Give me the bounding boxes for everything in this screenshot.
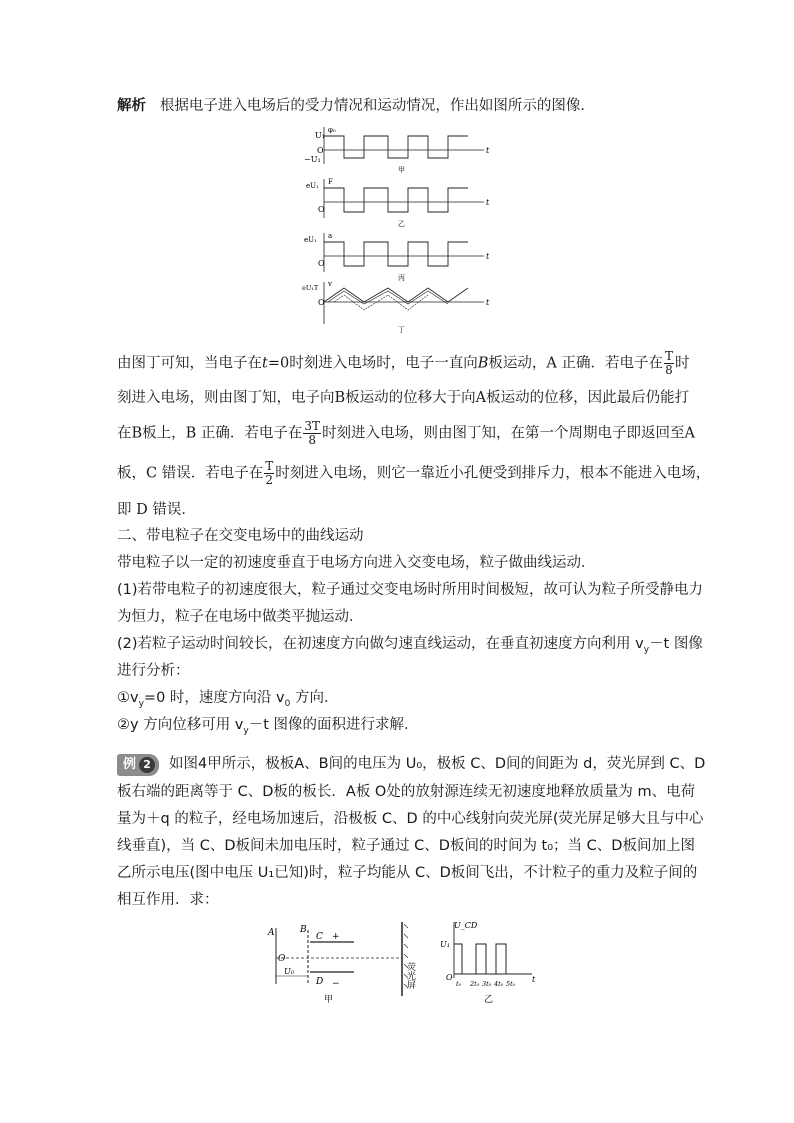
p1-text: 时 — [674, 355, 690, 372]
bing-caption: 丙 — [398, 274, 405, 282]
section2-p3a: (2)若粒子运动时间较长，在初速度方向做匀速直线运动，在垂直初速度方向利用 $v_y-t$ 图像 — [117, 636, 703, 655]
axis-t: t — [532, 975, 536, 984]
ding-t: t — [486, 298, 490, 307]
analysis-graphs — [300, 122, 500, 334]
graph-jia — [304, 126, 490, 174]
p1-text: 板，C 错误．若电子在 — [117, 465, 264, 482]
para1-line4 — [117, 459, 711, 487]
bing-t: t — [486, 252, 490, 261]
p1-text: 板运动，A 正确．若电子在 — [488, 355, 663, 372]
label-u0: U₀ — [284, 967, 294, 976]
graph-ding — [302, 280, 490, 334]
fraction: $\frac{T}{8}$ — [664, 349, 673, 377]
ding-top: eU₁T — [302, 284, 319, 292]
label-o: O — [278, 954, 286, 964]
figure-yi — [432, 918, 542, 1008]
jia-axis: φ₀ — [328, 126, 336, 134]
analysis-text: 根据电子进入电场后的受力情况和运动情况，作出如图所示的图像． — [159, 98, 595, 114]
example-badge: 例 2 — [117, 754, 159, 776]
section2-heading: 二、带电粒子在交变电场中的曲线运动 — [117, 528, 364, 544]
para1-line1 — [117, 349, 690, 377]
label-d: D — [316, 977, 324, 987]
label-c: C — [316, 932, 323, 942]
yi-top: eU₁ — [306, 182, 319, 190]
axis-u1: U₁ — [440, 940, 450, 949]
p1-text: 时刻进入电场，则它一靠近小孔便受到排斥力，根本不能进入电场， — [275, 465, 711, 482]
caption-yi: 乙 — [484, 995, 494, 1005]
tick: 2t₀ — [470, 980, 480, 988]
p1-text: =0时刻进入电场时，电子一直向 — [267, 355, 478, 372]
section2-p2a: (1)若带电粒子的初速度很大，粒子通过交变电场时所用时间极短，故可认为粒子所受静电力 — [117, 582, 704, 598]
section2-p5: ②y 方向位移可用 $v_y-t$ 图像的面积进行求解． — [117, 717, 419, 736]
p1-text: 在B板上，B 正确．若电子在 — [117, 425, 303, 442]
example-line4: 线垂直)，当 C、D板间未加电压时，粒子通过 C、D板间的时间为 t₀；当 C、D板间加上图 — [117, 838, 695, 854]
section2-p3b: 进行分析： — [117, 663, 190, 679]
example-line3: 量为＋q 的粒子，经电场加速后，沿极板 C、D 的中心线射向荧光屏(荧光屏足够大且与中心 — [117, 811, 704, 827]
fraction: $\frac{3T}{8}$ — [304, 419, 321, 447]
ding-o: O — [318, 298, 325, 307]
bing-top: eU₁ — [304, 236, 317, 244]
jia-t: t — [486, 146, 490, 155]
jia-caption: 甲 — [398, 166, 405, 174]
p1-text: 由图丁可知，当电子在 — [117, 355, 262, 372]
plus-sign: + — [332, 932, 340, 942]
label-b: B — [300, 925, 307, 935]
section2-p2b: 为恒力，粒子在电场中做类平抛运动． — [117, 609, 364, 625]
yi-o: O — [318, 205, 325, 214]
p1-text: 时刻进入电场，则由图丁知，在第一个周期电子即返回至A — [322, 425, 696, 442]
section2-p1: 带电粒子以一定的初速度垂直于电场方向进入交变电场，粒子做曲线运动． — [117, 555, 596, 571]
p1-var: B — [477, 355, 489, 372]
example-line5: 乙所示电压(图中电压 U₁已知)时，粒子均能从 C、D板间飞出，不计粒子的重力及粒子间的 — [117, 865, 698, 881]
axis-origin: O — [446, 973, 453, 982]
example-line2: 板右端的距离等于 C、D板的板长．A板 O处的放射源连续无初速度地释放质量为 m、电荷 — [117, 784, 696, 800]
para1-line2: 刻进入电场，则由图丁知，电子向B板运动的位移大于向A板运动的位移，因此最后仍能打 — [117, 390, 690, 406]
example-line6: 相互作用．求： — [117, 892, 219, 908]
ding-axis: v — [328, 280, 332, 288]
bing-axis: a — [328, 232, 333, 240]
bing-o: O — [318, 259, 325, 268]
axis-ucd: U_CD — [454, 921, 478, 930]
jia-top: U₁ — [315, 131, 325, 140]
jia-o: O — [317, 146, 324, 155]
fraction: $\frac{T}{2}$ — [265, 459, 274, 487]
p1-var: t — [262, 355, 268, 372]
graph-yi — [306, 178, 490, 228]
section2-p4: $①v_y=0$ 时，速度方向沿 $v_0$ 方向． — [117, 690, 339, 709]
label-a: A — [268, 928, 275, 938]
figure-jia — [262, 918, 432, 1008]
screen-label: 荧光屏 — [405, 962, 415, 989]
analysis-label: 解析 — [117, 97, 146, 114]
ding-caption: 丁 — [398, 326, 405, 334]
jia-bottom: −U₁ — [304, 155, 321, 164]
example-line1: 例 2 如图4甲所示，极板A、B间的电压为 U₀，极板 C、D间的间距为 d，荧光屏到 C、D — [117, 754, 682, 776]
graph-bing — [304, 232, 490, 282]
analysis-line — [117, 96, 682, 116]
tick: 4t₀ — [494, 980, 504, 988]
tick: t₀ — [456, 980, 462, 988]
tick: 5t₀ — [506, 980, 516, 988]
minus-sign: − — [332, 979, 340, 989]
para1-line5: 即 D 错误． — [117, 502, 196, 518]
yi-caption: 乙 — [398, 220, 405, 228]
para1-line3 — [117, 419, 696, 447]
yi-t: t — [486, 198, 490, 207]
tick: 3t₀ — [482, 980, 492, 988]
caption-jia: 甲 — [324, 995, 334, 1005]
yi-axis: F — [328, 178, 333, 186]
